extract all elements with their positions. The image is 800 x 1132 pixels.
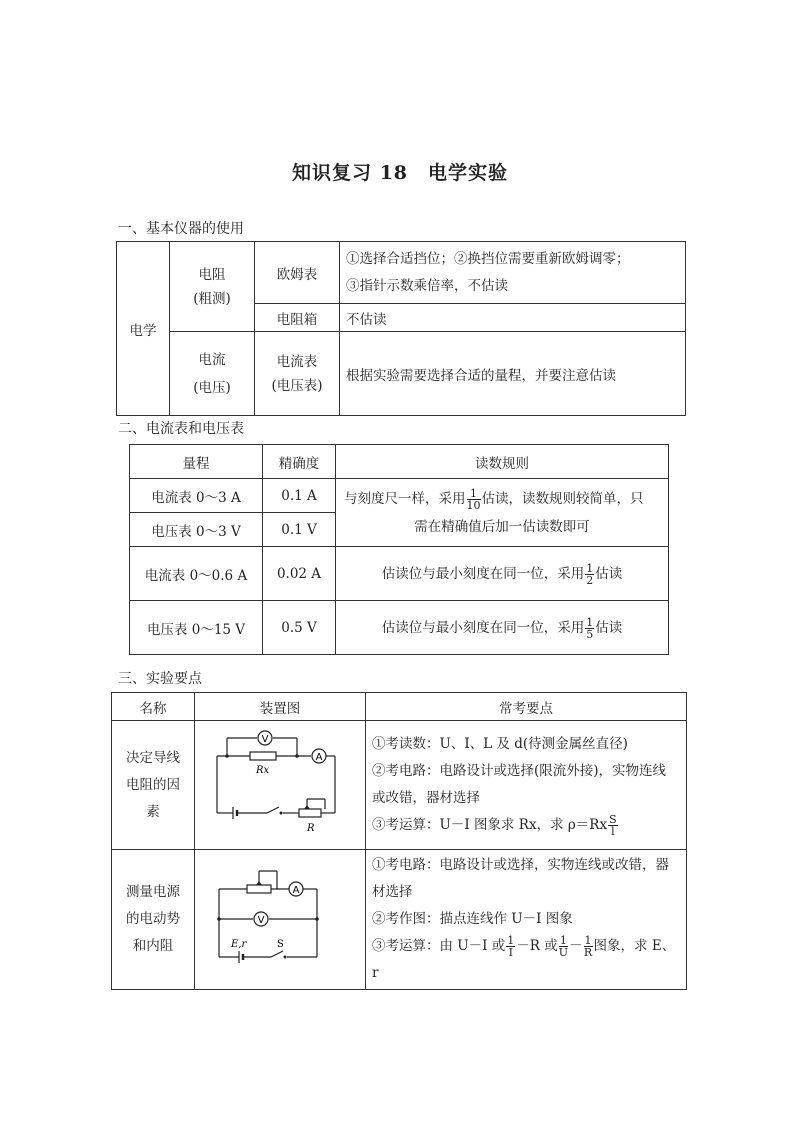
fraction: $\frac{1}{5}$ — [586, 615, 594, 641]
resistance-box-note: 不估读 — [340, 304, 686, 332]
header-range: 量程 — [130, 445, 263, 479]
battery-label: E,r — [231, 938, 247, 950]
slider-arrow — [256, 881, 262, 885]
header-points: 常考要点 — [366, 693, 687, 721]
range-cell: 电压表 0～15 V — [130, 601, 263, 655]
fraction: $\frac{1}{2}$ — [586, 561, 594, 587]
instrument-table — [116, 241, 686, 416]
page-title: 知识复习 18 电学实验 — [291, 162, 509, 184]
rule-cell-2: 估读位与最小刻度在同一位，采用 $\frac{1}{2}$ 估读 — [336, 547, 669, 601]
fraction: $\frac{1}{U}$ — [558, 934, 569, 959]
header-rule: 读数规则 — [336, 445, 669, 479]
switch-contact — [280, 812, 283, 815]
experiment-points-1: ①考读数：U、I、L 及 d(待测金属丝直径) ②考电路：电路设计或选择(限流外接)，实物连线 或改错，器材选择 ③考运算：U－I 图象求 Rx，求 ρ＝Rx $\frac{S}{l}$ — [366, 721, 687, 850]
range-cell: 电流表 0～3 A — [130, 479, 263, 513]
junction-dot — [217, 917, 221, 921]
header-precision: 精确度 — [263, 445, 336, 479]
circuit-diagram-1 — [195, 721, 366, 850]
range-cell: 电压表 0～3 V — [130, 513, 263, 547]
section-2-heading: 二、电流表和电压表 — [118, 421, 244, 437]
precision-cell: 0.5 V — [263, 601, 336, 655]
rheostat-label: R — [307, 823, 315, 834]
voltmeter-label: V — [257, 914, 265, 926]
group-cell: 电学 — [117, 242, 170, 416]
experiment-name-1: 决定导线 电阻的因 素 — [112, 721, 195, 850]
precision-cell: 0.1 A — [263, 479, 336, 513]
precision-cell: 0.1 V — [263, 513, 336, 547]
junction-dot — [295, 754, 299, 758]
section-1-heading: 一、基本仪器的使用 — [118, 221, 244, 237]
ohmmeter-cell: 欧姆表 — [255, 242, 340, 304]
header-diagram: 装置图 — [195, 693, 366, 721]
meter-note: 根据实验需要选择合适的量程，并要注意估读 — [340, 332, 686, 416]
junction-dot — [315, 917, 319, 921]
meter-table — [129, 444, 669, 655]
fraction: $\frac{1}{R}$ — [583, 934, 593, 959]
meter-cell: 电流表 (电压表) — [255, 332, 340, 416]
slider-arrow — [304, 805, 310, 809]
ammeter-label: A — [315, 752, 323, 763]
ohmmeter-notes: ①选择合适挡位；②换挡位需要重新欧姆调零； ③指针示数乘倍率，不估读 — [340, 242, 686, 304]
range-cell: 电流表 0～0.6 A — [130, 547, 263, 601]
fraction: $\frac{S}{l}$ — [609, 813, 617, 838]
rule-cell-1: 与刻度尺一样，采用 $\frac{1}{10}$ 估读，读数规则较简单，只 需在精确值后加一估读数即可 — [336, 479, 669, 547]
switch-contact — [284, 955, 287, 958]
ammeter-label: A — [292, 884, 300, 896]
experiment-points-2: ①考电路：电路设计或选择，实物连线或改错，器 材选择 ②考作图：描点连线作 U－I 图象 ③考运算：由 U－I 或 $\frac{1}{I}$ －R 或 $\frac{1}{U}$ － $\frac{1}{R}$ 图象，求 E、r — [366, 850, 687, 990]
resistance-circuit — [195, 721, 353, 849]
fraction: $\frac{1}{I}$ — [507, 934, 515, 959]
precision-cell: 0.02 A — [263, 547, 336, 601]
junction-dot — [225, 754, 229, 758]
switch-label: S — [277, 938, 284, 950]
category-resistance: 电阻 (粗测) — [170, 242, 255, 332]
resistance-box-cell: 电阻箱 — [255, 304, 340, 332]
category-current: 电流 (电压) — [170, 332, 255, 416]
experiment-table — [111, 692, 687, 990]
experiment-name-2: 测量电源 的电动势 和内阻 — [112, 850, 195, 990]
fraction: $\frac{1}{10}$ — [466, 486, 481, 512]
voltmeter-label: V — [261, 734, 269, 745]
rx-label: Rx — [256, 765, 270, 776]
emf-circuit — [195, 855, 353, 985]
header-name: 名称 — [112, 693, 195, 721]
circuit-diagram-2 — [195, 850, 366, 990]
section-3-heading: 三、实验要点 — [118, 671, 202, 687]
rule-cell-3: 估读位与最小刻度在同一位，采用 $\frac{1}{5}$ 估读 — [336, 601, 669, 655]
